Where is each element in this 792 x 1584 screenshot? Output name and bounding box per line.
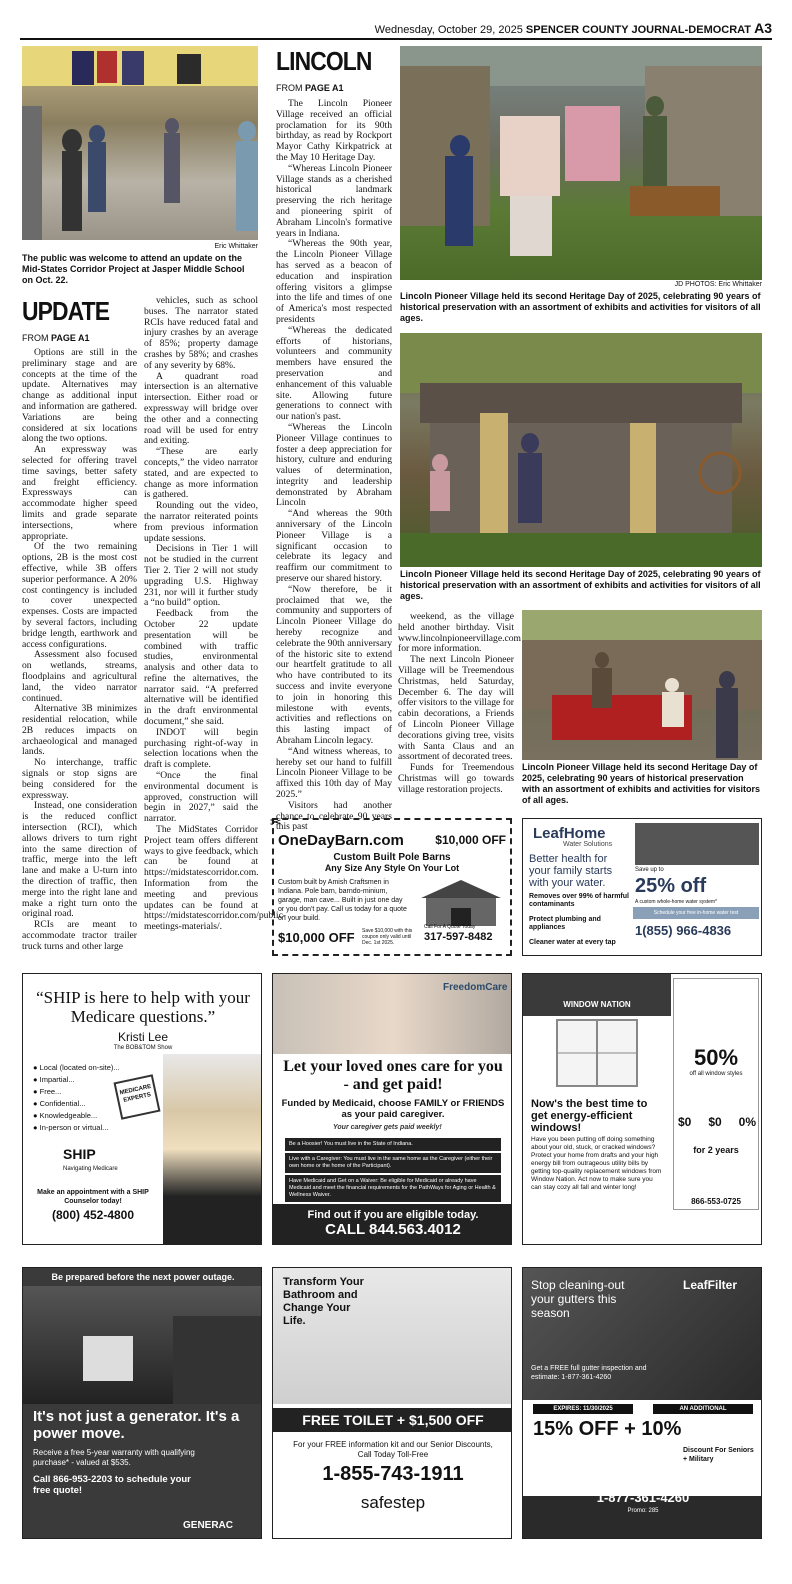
freedom-brand: FreedomCare [443,982,508,993]
photo-public-meeting [22,46,258,240]
update-from-label: FROM [22,333,49,343]
safestep-body: For your FREE information kit and our Senior Discounts, Call Today Toll-Free [293,1440,493,1459]
onedaybarn-site: OneDayBarn.com [278,832,404,849]
freedom-step: Be a Hoosier! You must live in the State of Indiana. [285,1138,501,1151]
window-zero: $0 [708,1115,722,1129]
safestep-phone[interactable]: 1-855-743-1911 [322,1463,464,1485]
lincoln-from [276,83,344,93]
photo1-caption: The public was welcome to attend an update on the Mid-States Corridor Project at Jasper Middle School on Oct. 22. [22,253,245,285]
ad-safestep[interactable] [272,1267,512,1539]
freedom-call[interactable]: CALL 844.563.4012 [325,1221,461,1238]
freedom-find: Find out if you are eligible today. [307,1209,479,1221]
onedaybarn-off: $10,000 OFF [435,833,506,847]
paragraph: The Lincoln Pioneer Village received an official proclamation for its 90th birthday, as read by Rockport Mayor Cathy Kirkpatrick at the May 10 Heritage Day. [276,98,392,163]
ad-generac[interactable] [22,1267,262,1539]
window-zeros [678,1115,756,1129]
paragraph: “Now therefore, be it proclaimed that we, the community and supporters of Lincoln Pioneer Village do hereby recognize and celebrate the 90th anniversary of the historic site to extend our heartfelt gratitude to all who have contributed to its success and invite everyone to join in honoring this milestone with events, activities and reflections on this lasting impact of Abraham Lincoln legacy. [276,583,392,747]
window-body: Have you been putting off doing something about your old, stuck, or cracked windows? Protect your home from drafts and your high energy bill from outrageous utility bills by getting top-quality replacement windows from Window Nation. Act now to make sure you can stay cozy all fall and winter long! [531,1136,662,1191]
onedaybarn-fine: Save $10,000 with this coupon only valid until Dec. 1st 2025. [362,928,413,946]
ship-logo-sub: Navigating Medicare [63,1166,118,1172]
paragraph: Of the two remaining options, 2B is the most cost effective, while 3B offers superior performance. A 20% cost contingency is included to cover unexpected expenses. Costs are impacted by several factors, including bridge length, earthwork and access configurations. [22,541,137,650]
generac-body: Receive a free 5-year warranty with qualifying purchase* - valued at $535. [33,1448,195,1467]
paragraph: “Whereas Lincoln Pioneer Village stands as a cherished historical landmark preserving the rich heritage and pioneering spirit of Abraham Lincoln's formative years in Indiana. [276,162,392,239]
barn-icon [416,876,506,928]
safestep-brand: safestep [360,1493,426,1512]
ship-bullet: ● Confidential... [33,1099,86,1108]
leafhome-pct: 25% off [635,875,707,897]
window-brand: WINDOW NATION [523,974,671,1016]
leafhome-note: A custom whole-home water system* [635,899,717,905]
window-headline: Now's the best time to get energy-efficient windows! [531,1098,648,1134]
window-offer: 50% [693,1045,739,1070]
scissors-icon: ✂ [270,814,282,830]
leaffilter-addl: AN ADDITIONAL [653,1404,753,1414]
ship-portrait [163,1054,262,1244]
paragraph: “And witness whereas, to hereby set our hand to fulfill Lincoln Pioneer Village to be affixed this 10th day of May 2025.” [276,745,392,800]
generac-photo [23,1286,262,1404]
freedom-step: Live with a Caregiver: You must live in the same home as the Caregiver (either their own home or the home of the Participant). [285,1153,501,1173]
leaffilter-brand: LeafFilter [683,1278,738,1292]
freedom-steps [285,1138,501,1204]
onedaybarn-off2: $10,000 OFF [278,930,355,945]
lincoln-headline: LINCOLN [276,46,372,76]
ship-phone: (800) 452-4800 [51,1208,135,1222]
leafhome-b3: Cleaner water at every tap [529,939,616,946]
ad-ship[interactable] [22,973,262,1245]
lincoln-column-2 [398,611,521,796]
ad-windownation[interactable] [522,973,762,1245]
meeting-illustration [22,46,258,240]
window-offer-sub: off all window styles [689,1071,743,1077]
paragraph: “Once the final environmental document is approved, construction will begin in 2027,” said the narrator. [144,770,258,825]
generac-call[interactable]: Call 866-953-2203 to schedule your free quote! [33,1474,191,1496]
update-from-page: PAGE A1 [51,333,90,343]
leafhome-phone: 1(855) 966-4836 [635,923,732,938]
window-zero: 0% [738,1115,756,1129]
header-paper: SPENCER COUNTY JOURNAL-DEMOCRAT [525,24,752,36]
onedaybarn-title: Custom Built Pole Barns [333,852,451,863]
leafhome-save: Save up to [635,867,664,873]
leafhome-headline: Better health for your family starts with your water. [529,853,613,889]
ship-bullet: ● In-person or virtual... [33,1123,109,1132]
onedaybarn-subtitle: Any Size Any Style On Your Lot [324,863,460,873]
photo1-credit: Eric Whittaker [214,243,258,250]
onedaybarn-phone: 317-597-8482 [424,931,493,943]
paragraph: Visitors had another chance to celebrate 90 years this past [276,799,392,833]
leafhome-b2: Protect plumbing and appliances [529,916,601,931]
paragraph: “Whereas the 90th year, the Lincoln Pioneer Village has served as a beacon of education and inspiration offering visitors a glimpse into the life and times of one of America's most respected presidents [276,238,392,325]
paragraph: Rounding out the video, the narrator reiterated points from previous information update sessions. [144,500,258,544]
leaffilter-expires: EXPIRES: 11/30/2025 [533,1404,633,1414]
ad-leaffilter[interactable] [522,1267,762,1539]
leaffilter-bottom: Get a FREE full gutter inspection and estimate: [528,1464,758,1476]
window-icon [553,1018,641,1090]
photo2-caption: Lincoln Pioneer Village held its second Heritage Day of 2025, celebrating 90 years of historical preservation with an assortment of exhibits and activities for visitors of all ages. [400,291,761,323]
paragraph: A quadrant road intersection is an alternative intersection. Either road or expressway will bridge over the other and a connecting road will be used for entry and exiting. [144,370,258,447]
freedom-step: Have Medicaid and Get on a Waiver: Be eligible for Medicaid or already have Medicaid and meet the financial requirements for the PathWays for Aging or Health & Wellness Waiver. [285,1175,501,1202]
paragraph: Funds for Treemendous Christmas will go towards village restoration projects. [398,762,514,795]
ship-bullets [33,1062,120,1134]
photo4-caption: Lincoln Pioneer Village held its second Heritage Day of 2025, celebrating 90 years of historical preservation with an assortment of exhibits and activities for visitors of all ages. [522,762,761,805]
paragraph: INDOT will begin purchasing right-of-way in selection locations when the draft is complete. [144,726,258,771]
leaffilter-phone[interactable]: 1-877-361-4260 [596,1490,690,1505]
update-headline: UPDATE [22,296,110,326]
paragraph: weekend, as the village held another birthday. Visit www.lincolnpioneervillage.com for more information. [398,611,521,655]
leaffilter-promo: Promo: 285 [627,1508,659,1514]
generac-top: Be prepared before the next power outage. [51,1272,235,1282]
paragraph: Decisions in Tier 1 will not be studied in the current Tier 2. Tier 2 will not study upgrading U.S. Highway 231, nor will it further study a “no build” option. [144,543,258,609]
window-phone: 866-553-0725 [691,1197,741,1206]
safestep-headline: Transform Your Bathroom and Change Your Life. [283,1276,364,1327]
onedaybarn-body: Custom built by Amish Craftsmen in Indiana. Pole barn, barndo-minium, garage, man cave... Built in just one day or you don't pay. Call us today for a quote on your build. [278,879,407,922]
ad-freedomcare[interactable] [272,973,512,1245]
leafhome-b1: Removes over 99% of harmful contaminants [529,893,629,908]
ship-name: Kristi Lee [117,1030,169,1044]
table-illustration [522,610,762,760]
paragraph: “Whereas the Lincoln Pioneer Village continues to foster a deep appreciation for history, culture and enduring values of determination, integrity and leadership demonstrated by Abraham Lincoln [276,421,392,509]
ship-bullet: ● Knowledgeable... [33,1111,98,1120]
leafhome-photo [635,823,759,865]
safestep-banner: FREE TOILET + $1,500 OFF [273,1408,512,1432]
paragraph: The next Lincoln Pioneer Village will be Treemendous Christmas, held Saturday, December 6. The day will offer visitors to the village for cabin decorations, a Friends of Lincoln Pioneer Village decorations giving tree, visits with Santa Claus and an assortment of decorated trees. [398,654,514,763]
leafhome-cta[interactable]: Schedule your free in-home water test [633,907,759,919]
leafhome-sub: Water Solutions [563,841,613,848]
lincoln-from-label: FROM [276,83,303,93]
photo2-credit: JD PHOTOS: Eric Whittaker [674,281,762,288]
generac-headline: It's not just a generator. It's a power move. [33,1408,240,1442]
ship-show: The BOB&TOM Show [113,1045,173,1051]
artist-illustration [400,46,762,280]
leafhome-brand: LeafHome [533,825,606,842]
ship-bullet: ● Impartial... [33,1075,75,1084]
ship-bullet: ● Free... [33,1087,62,1096]
header-page: A3 [754,20,772,36]
photo3-caption: Lincoln Pioneer Village held its second Heritage Day of 2025, celebrating 90 years of historical preservation with an assortment of exhibits and activities for visitors of all ages. [400,569,761,601]
window-zero: $0 [678,1115,692,1129]
photo-heritage-day-table [522,610,762,760]
window-left [523,974,671,1214]
update-from [22,333,90,343]
ship-quote: “SHIP is here to help with your Medicare questions.” [36,988,250,1026]
leaffilter-body: Get a FREE full gutter inspection and estimate: 1-877-361-4260 [531,1365,647,1381]
paragraph: “Whereas the dedicated efforts of historians, volunteers and community members have ensured the preservation and enhancement of this valuable site. Allowing future generations to connect with our nation's past. [276,324,392,423]
leaffilter-offer [523,1400,762,1496]
ship-appt: Make an appointment with a SHIP Counselor today! [37,1189,149,1205]
freedom-sub: Funded by Medicaid, choose FAMILY or FRIENDS as your paid caregiver. [281,1098,505,1120]
generac-brand: GENERAC [183,1520,234,1531]
paragraph: Assessment also focused on wetlands, streams, floodplains and agricultural land, the video narrator continued. [22,649,137,704]
lincoln-from-page: PAGE A1 [305,83,344,93]
paragraph: Options are still in the preliminary stage and are concepts at the time of the update. Alternatives may change as additional input and information are gathered. Variations are being considered at six locations along the two options. [22,347,137,445]
header-date: Wednesday, October 29, 2025 [374,24,523,36]
paragraph: “And whereas the 90th anniversary of the Lincoln Pioneer Village is a significant occasion to celebrate its legacy and reaffirm our commitment to preserve our shared history. [276,508,392,585]
paragraph: Instead, one consideration is the reduced conflict intersection (RCI), which allows drivers to turn right into the same direction of traffic, merge into the left lane and make a U-turn into the direction of traffic, then merge into the right lane and make a right turn onto the original road. [22,800,137,920]
freedom-footer [273,1204,512,1245]
paragraph: “These are early concepts,” the video narrator stated, and are expected to change as more information is gathered. [144,446,258,501]
window-years: for 2 years [693,1145,739,1155]
photo-heritage-day-artist [400,46,762,280]
paragraph: RCIs are meant to accommodate tractor trailer truck turns and other large [22,919,137,952]
page-header [20,20,772,40]
ship-stamp: MEDICARE EXPERTS [113,1074,160,1119]
update-column-2 [144,295,287,933]
ship-logo: SHIP [63,1146,96,1162]
paragraph: An expressway was selected for offering travel time savings, better safety and freight efficiency. Expressways can accommodate higher speed limits and grade separate intersections, where appropriate. [22,444,137,542]
paragraph: No interchange, traffic signals or stop signs are being considered for the expressway. [22,757,137,801]
onedaybarn-call-label: Call For A Quote Today [424,924,476,930]
leaffilter-pct: 15% OFF + 10% [533,1418,682,1440]
cabin-illustration [400,333,762,567]
leaffilter-disc: Discount For Seniors + Military [683,1447,754,1463]
freedom-headline: Let your loved ones care for you - and get paid! [283,1058,503,1093]
freedom-tag: Your caregiver gets paid weekly! [333,1124,442,1131]
paragraph: Feedback from the October 22 update presentation will be combined with traffic studies, environmental analysis and other data to refine the alternatives, the narrator said. “A preferred alternative will be identified in the draft environmental document,” she said. [144,608,258,728]
ship-bullet: ● Local (located on-site)... [33,1063,120,1072]
generator-icon [23,1286,262,1404]
window-offer-panel [673,978,759,1210]
paragraph: vehicles, such as school buses. The narrator stated RCIs have reduced fatal and injury crashes by an average of 85%; property damage crashes by 58%; and crashes of any severity by 68%. [144,295,258,371]
lincoln-column-1 [276,99,392,833]
paragraph: Alternative 3B minimizes residential relocation, while 2B reduces impacts on archaeological and managed lands. [22,703,137,758]
paragraph: The MidStates Corridor Project team offers different ways to give feedback, which can be found at https://midstatescorridor.com. Information from the meeting and previous updates can be found at https://midstatescorridor.com/public-meetings-materials/. [144,824,287,933]
photo-heritage-day-cabin [400,333,762,567]
ad-leafhome[interactable] [522,818,762,956]
update-column-1 [22,348,137,953]
leaffilter-headline: Stop cleaning-out your gutters this season [531,1278,625,1320]
